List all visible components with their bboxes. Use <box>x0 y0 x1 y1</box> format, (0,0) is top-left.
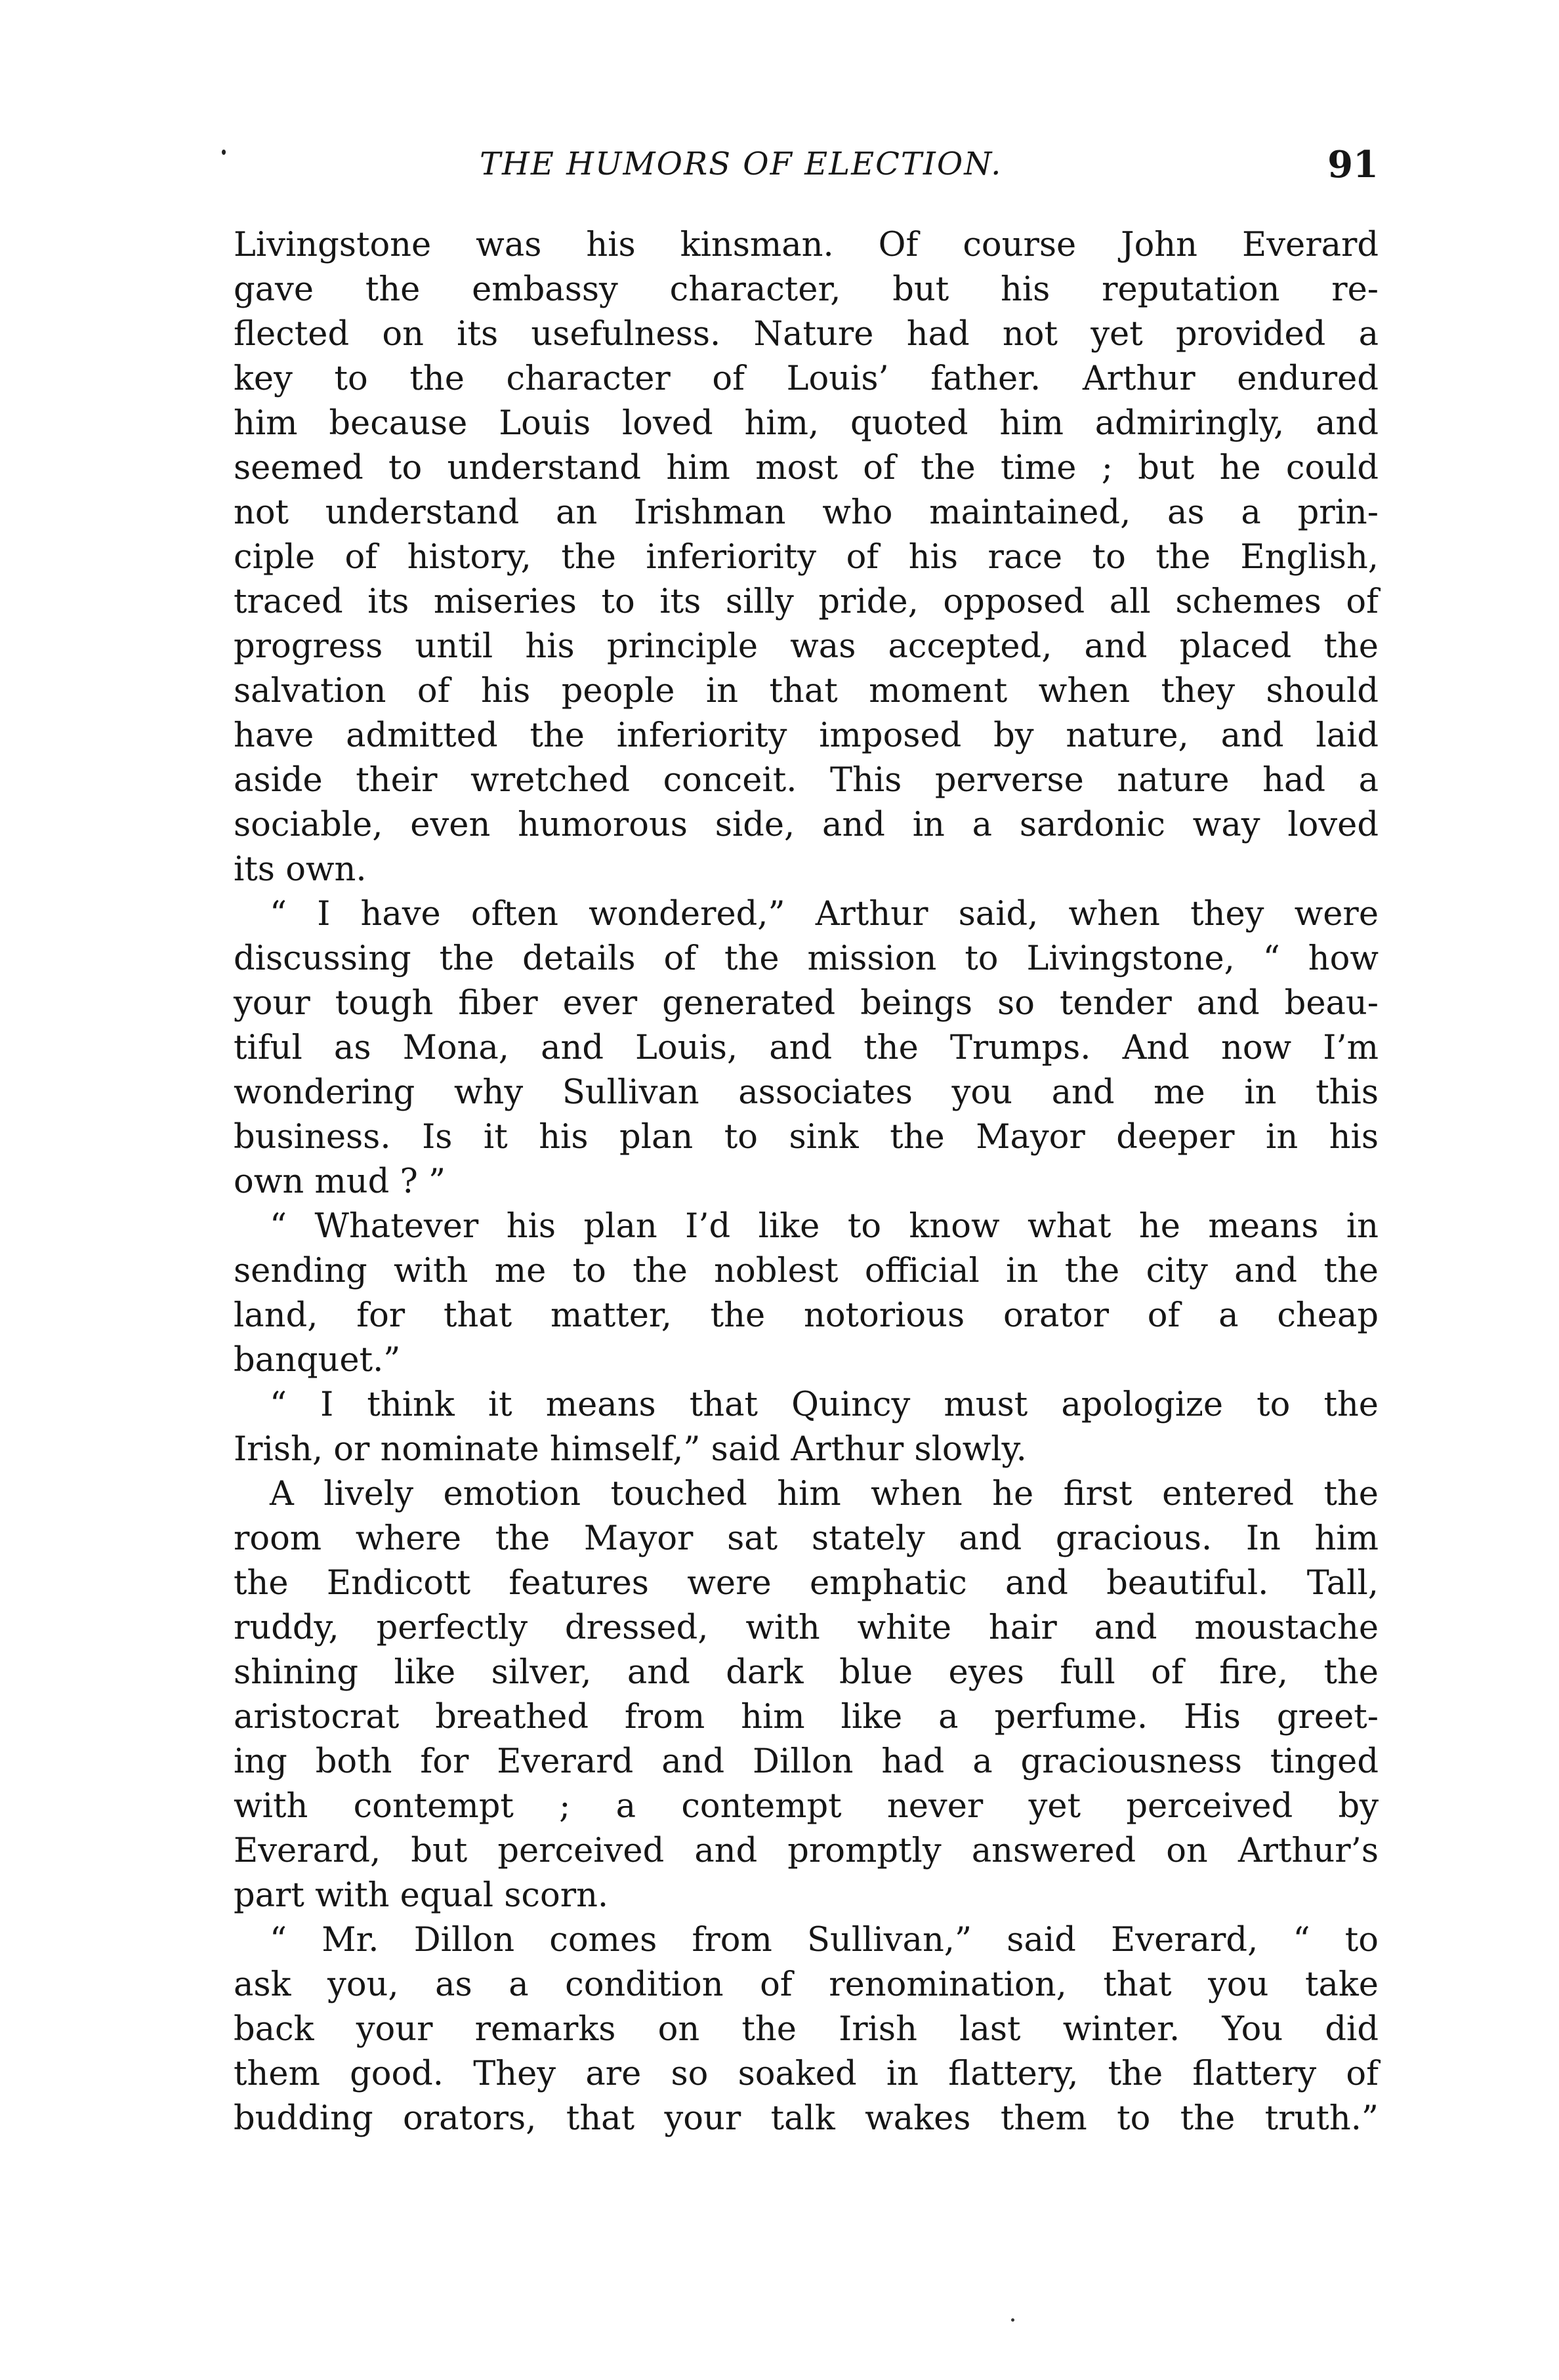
text-line: traced its miseries to its silly pride, opposed all schemes of <box>234 583 1379 621</box>
ink-speck <box>222 150 226 155</box>
body-text <box>234 223 1379 2141</box>
text-line: ruddy, perfectly dressed, with white hair and moustache <box>234 1609 1379 1647</box>
text-line: “ Mr. Dillon comes from Sullivan,” said Everard, “ to <box>270 1921 1379 1959</box>
text-line: banquet.” <box>234 1341 401 1380</box>
text-line: budding orators, that your talk wakes them to the truth.” <box>234 2099 1379 2138</box>
text-line: gave the embassy character, but his reputation re- <box>234 270 1379 309</box>
page-header <box>234 143 1379 198</box>
text-line: wondering why Sullivan associates you and me in this <box>234 1073 1379 1112</box>
text-line: room where the Mayor sat stately and gracious. In him <box>234 1519 1379 1558</box>
text-line: discussing the details of the mission to Livingstone, “ how <box>234 939 1379 978</box>
text-line: flected on its usefulness. Nature had not yet provided a <box>234 315 1379 354</box>
running-head: THE HUMORS OF ELECTION. <box>480 146 1003 182</box>
text-line: shining like silver, and dark blue eyes full of fire, the <box>234 1653 1379 1692</box>
text-line: with contempt ; a contempt never yet perceived by <box>234 1787 1379 1826</box>
text-line: “ I think it means that Quincy must apologize to the <box>270 1385 1379 1424</box>
text-line: sending with me to the noblest official in the city and the <box>234 1252 1379 1290</box>
text-line: Everard, but perceived and promptly answered on Arthur’s <box>234 1832 1379 1870</box>
text-line: ciple of history, the inferiority of his race to the English, <box>234 538 1379 577</box>
text-line: business. Is it his plan to sink the Mayor deeper in his <box>234 1118 1379 1157</box>
text-line: ing both for Everard and Dillon had a graciousness tinged <box>234 1742 1379 1781</box>
text-line: sociable, even humorous side, and in a sardonic way loved <box>234 806 1379 844</box>
text-line: the Endicott features were emphatic and beautiful. Tall, <box>234 1564 1379 1603</box>
text-line: A lively emotion touched him when he first entered the <box>270 1475 1379 1513</box>
text-line: them good. They are so soaked in flattery, the flattery of <box>234 2055 1379 2093</box>
text-line: key to the character of Louis’ father. Arthur endured <box>234 359 1379 398</box>
text-line: him because Louis loved him, quoted him admiringly, and <box>234 404 1379 443</box>
text-line: tiful as Mona, and Louis, and the Trumps. And now I’m <box>234 1029 1379 1067</box>
text-line: seemed to understand him most of the time ; but he could <box>234 449 1379 487</box>
text-line: your tough fiber ever generated beings so tender and beau- <box>234 984 1379 1023</box>
text-line: part with equal scorn. <box>234 1876 609 1915</box>
text-line: land, for that matter, the notorious orator of a cheap <box>234 1296 1379 1335</box>
ink-speck-bottom <box>1011 2318 1014 2322</box>
text-line: progress until his principle was accepted, and placed the <box>234 627 1379 666</box>
text-line: salvation of his people in that moment when they should <box>234 672 1379 710</box>
text-line: ask you, as a condition of renomination, that you take <box>234 1965 1379 2004</box>
text-line: “ Whatever his plan I’d like to know what he means in <box>270 1207 1379 1246</box>
page-number: 91 <box>1327 143 1379 186</box>
text-line: its own. <box>234 850 367 889</box>
text-line: aside their wretched conceit. This perverse nature had a <box>234 761 1379 800</box>
text-line: not understand an Irishman who maintained, as a prin- <box>234 493 1379 532</box>
text-line: have admitted the inferiority imposed by nature, and laid <box>234 716 1379 755</box>
text-line: Irish, or nominate himself,” said Arthur slowly. <box>234 1430 1027 1469</box>
text-line: Livingstone was his kinsman. Of course John Everard <box>234 226 1379 264</box>
text-line: back your remarks on the Irish last winter. You did <box>234 2010 1379 2049</box>
text-line: “ I have often wondered,” Arthur said, when they were <box>270 895 1379 934</box>
text-line: own mud ? ” <box>234 1162 446 1201</box>
text-line: aristocrat breathed from him like a perfume. His greet- <box>234 1698 1379 1736</box>
